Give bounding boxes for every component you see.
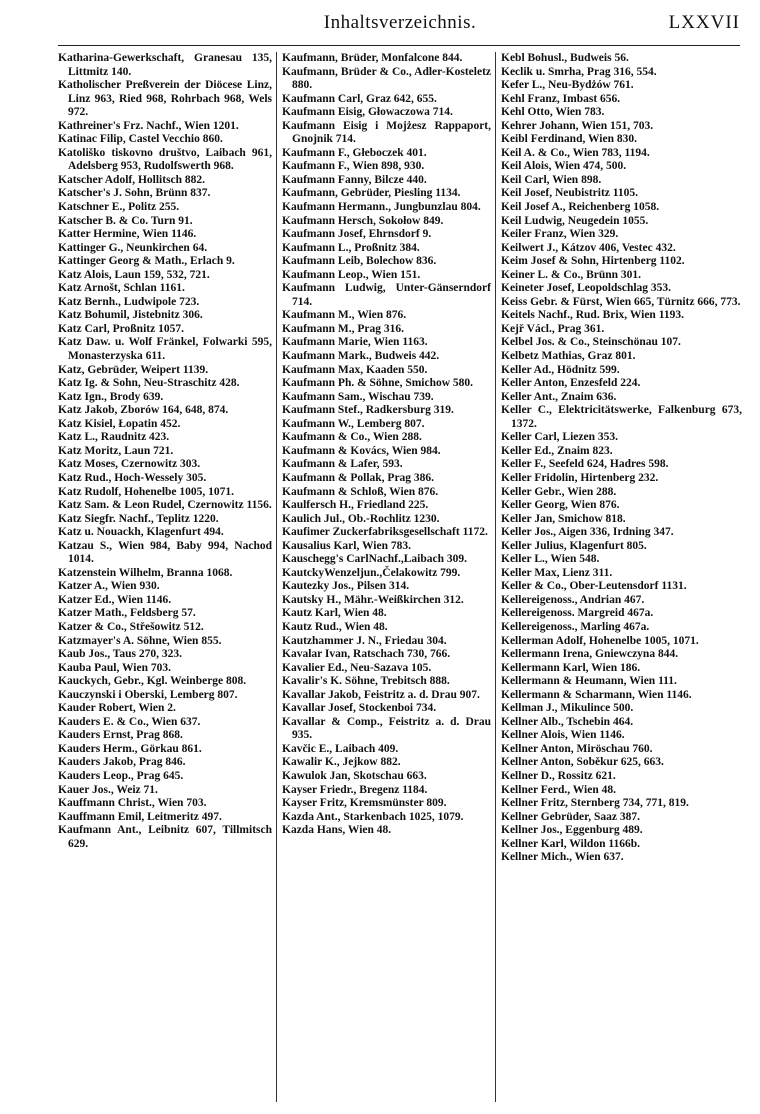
index-entry: Kaufmann Carl, Graz 642, 655. — [282, 92, 437, 105]
index-entry: Katz L., Raudnitz 423. — [58, 431, 170, 444]
index-entry: Keitels Nachf., Rud. Brix, Wien 1193. — [501, 309, 684, 322]
index-entry: Kellermann Irena, Gniewczyna 844. — [501, 648, 679, 661]
index-entry: Kellereigenoss., Andrian 467. — [501, 593, 645, 606]
index-entry: Kaufmann, Brüder & Co., Adler-Kosteletz 880. — [282, 65, 491, 92]
index-entry: Kellerman Adolf, Hohenelbe 1005, 1071. — [501, 634, 699, 647]
index-entry: Kazda Hans, Wien 48. — [282, 824, 392, 837]
index-entry: Kauders Leop., Prag 645. — [58, 769, 184, 782]
index-entry: Kaufmann L., Proßnitz 384. — [282, 241, 420, 254]
index-entry: Kehrer Johann, Wien 151, 703. — [501, 119, 654, 132]
index-entry: Keller Carl, Liezen 353. — [501, 431, 618, 444]
index-entry: Kelbetz Mathias, Graz 801. — [501, 350, 636, 363]
index-entry: Katscher B. & Co. Turn 91. — [58, 214, 193, 227]
index-entry: Kaufmann & Co., Wien 288. — [282, 431, 422, 444]
index-entry: Kellermann Karl, Wien 186. — [501, 661, 641, 674]
index-entry: Kaufmann Eisig i Mojżesz Rappaport, Gnojnik 714. — [282, 119, 491, 146]
index-entry: Kayser Friedr., Bregenz 1184. — [282, 783, 428, 796]
index-entry: Kaufmann Ant., Leibnitz 607, Tillmitsch 629. — [58, 824, 272, 850]
index-entry: Keilwert J., Kátzov 406, Vestec 432. — [501, 241, 676, 254]
index-entry: Kaufmann Leib, Bolechow 836. — [282, 255, 437, 268]
index-entry: Kautz Rud., Wien 48. — [282, 620, 388, 633]
index-entry: Kellner Alb., Tschebin 464. — [501, 715, 634, 728]
index-entry: Kauders Jakob, Prag 846. — [58, 756, 186, 769]
index-entry: Kavčic E., Laibach 409. — [282, 742, 399, 755]
index-entry: Kaufmann Ph. & Söhne, Smichow 580. — [282, 377, 474, 390]
index-entry: Kauders Herm., Görkau 861. — [58, 742, 202, 755]
index-column-2 — [277, 52, 496, 1102]
index-entry: Keil Josef A., Reichenberg 1058. — [501, 201, 660, 214]
index-entry: Keclik u. Smrha, Prag 316, 554. — [501, 65, 657, 78]
index-entry: Keibl Ferdinand, Wien 830. — [501, 133, 638, 146]
index-entry: Katz Carl, Proßnitz 1057. — [58, 322, 184, 335]
index-entry: Katz Moritz, Laun 721. — [58, 444, 174, 457]
index-entry: Kauffmann Christ., Wien 703. — [58, 797, 207, 810]
index-entry: Keiner L. & Co., Brünn 301. — [501, 268, 642, 281]
index-entry: Kaub Jos., Taus 270, 323. — [58, 648, 182, 661]
index-entry: Keller Fridolin, Hirtenberg 232. — [501, 471, 659, 484]
index-entry: Katzer A., Wien 930. — [58, 580, 160, 593]
header-rule — [58, 45, 740, 46]
index-entry: Keil Josef, Neubistritz 1105. — [501, 187, 639, 200]
index-entry: Kauders E. & Co., Wien 637. — [58, 715, 201, 728]
index-entry: Kellermann & Heumann, Wien 111. — [501, 675, 677, 688]
index-entry: Keller Ed., Znaim 823. — [501, 444, 613, 457]
index-entry: Katscher Adolf, Hollitsch 882. — [58, 173, 206, 186]
index-entry: Kellner Anton, Miröschau 760. — [501, 742, 653, 755]
index-entry: Kaufmann Sam., Wischau 739. — [282, 390, 434, 403]
index-entry: Kautsky H., Mähr.-Weißkirchen 312. — [282, 593, 464, 606]
index-entry: Keller & Co., Ober-Leutensdorf 1131. — [501, 580, 687, 593]
index-entry: Kavallar Josef, Stockenboi 734. — [282, 702, 437, 715]
index-entry: Kaulich Jul., Ob.-Rochlitz 1230. — [282, 512, 440, 525]
index-entry: Keiss Gebr. & Fürst, Wien 665, Türnitz 666, 773. — [501, 295, 741, 308]
index-entry: Keil A. & Co., Wien 783, 1194. — [501, 146, 650, 159]
index-entry: Katharina-Gewerkschaft, Granesau 135, Littmitz 140. — [58, 52, 272, 78]
index-entry: Kavallar Jakob, Feistritz a. d. Drau 907. — [282, 688, 480, 701]
index-entry: Keller Gebr., Wien 288. — [501, 485, 617, 498]
index-entry: Kauba Paul, Wien 703. — [58, 661, 172, 674]
index-entry: Keil Ludwig, Neugedein 1055. — [501, 214, 649, 227]
index-entry: Katzenstein Wilhelm, Branna 1068. — [58, 566, 233, 579]
index-entry: Kellner D., Rossitz 621. — [501, 769, 616, 782]
index-entry: Kaufmann, Brüder, Monfalcone 844. — [282, 52, 463, 64]
index-entry: Katzer Math., Feldsberg 57. — [58, 607, 196, 620]
index-entry: Keil Alois, Wien 474, 500. — [501, 160, 627, 173]
index-entry: Keller Max, Lienz 311. — [501, 566, 613, 579]
index-entry: Kaufmann F., Wien 898, 930. — [282, 160, 425, 173]
index-entry: Kausalius Karl, Wien 783. — [282, 539, 411, 552]
index-entry: Kazda Ant., Starkenbach 1025, 1079. — [282, 810, 464, 823]
index-entry: Kaufmann Leop., Wien 151. — [282, 268, 421, 281]
index-entry: Kellner Ferd., Wien 48. — [501, 783, 616, 796]
index-entry: Kaufmann Mark., Budweis 442. — [282, 350, 440, 363]
index-entry: Kauschegg's CarlNachf.,Laibach 309. — [282, 553, 467, 566]
page-number: LXXVII — [668, 12, 740, 33]
index-entry: Kellner Anton, Soběkur 625, 663. — [501, 756, 664, 769]
index-entry: Katz Alois, Laun 159, 532, 721. — [58, 268, 210, 281]
index-entry: Kautezky Jos., Pilsen 314. — [282, 580, 410, 593]
index-entry: Kaufmann Marie, Wien 1163. — [282, 336, 428, 349]
index-entry: Kejř Václ., Prag 361. — [501, 322, 605, 335]
index-entry: Katholischer Preßverein der Diöcese Linz, Linz 963, Ried 968, Rohrbach 968, Wels 972. — [58, 79, 272, 119]
index-entry: Keller Georg, Wien 876. — [501, 499, 620, 512]
index-entry: Kaufmann & Lafer, 593. — [282, 458, 403, 471]
index-entry: Kellner Fritz, Sternberg 734, 771, 819. — [501, 797, 689, 810]
index-entry: Katz u. Nouackh, Klagenfurt 494. — [58, 526, 224, 539]
index-entry: KautckyWenzeljun.,Čelakowitz 799. — [282, 566, 461, 579]
index-entry: Kattinger G., Neunkirchen 64. — [58, 241, 208, 254]
index-entry: Katzer Ed., Wien 1146. — [58, 593, 172, 606]
index-column-3 — [496, 52, 742, 1102]
index-entry: Kaufmann W., Lemberg 807. — [282, 417, 425, 430]
index-entry: Keiler Franz, Wien 329. — [501, 228, 619, 241]
index-entry: Kellner Jos., Eggenburg 489. — [501, 824, 643, 837]
index-entry: Kayser Fritz, Kremsmünster 809. — [282, 797, 447, 810]
index-entry: Katz Ig. & Sohn, Neu-Straschitz 428. — [58, 377, 240, 390]
index-entry: Katz Ign., Brody 639. — [58, 390, 164, 403]
index-entry: Kavalier Ed., Neu-Sazava 105. — [282, 661, 432, 674]
index-entry: Kavallar & Comp., Feistritz a. d. Drau 935. — [282, 715, 491, 742]
index-entry: Katz Bernh., Ludwipole 723. — [58, 295, 200, 308]
index-entry: Katoliško tiskovno društvo, Laibach 961, Adelsberg 953, Rudolfswerth 968. — [58, 146, 272, 173]
index-entry: Kautz Karl, Wien 48. — [282, 607, 387, 620]
index-entry: Katz Daw. u. Wolf Fränkel, Folwarki 595, Monasterzyska 611. — [58, 336, 272, 363]
index-entry: Kellman J., Mikulince 500. — [501, 702, 634, 715]
index-entry: Kathreiner's Frz. Nachf., Wien 1201. — [58, 119, 239, 132]
running-title: Inhaltsverzeichnis. — [323, 12, 477, 33]
index-entry: Kaufmann Hermann., Jungbunzlau 804. — [282, 201, 481, 214]
index-entry: Keller Jan, Smichow 818. — [501, 512, 626, 525]
index-entry: Kaufmann Hersch, Sokołow 849. — [282, 214, 444, 227]
index-entry: Katzer & Co., Střešowitz 512. — [58, 620, 204, 633]
index-entry: Keller Jos., Aigen 336, Irdning 347. — [501, 526, 674, 539]
index-entry: Kauders Ernst, Prag 868. — [58, 729, 183, 742]
index-entry: Kellereigenoss. Margreid 467a. — [501, 607, 654, 620]
index-entry: Katz Arnošt, Schlan 1161. — [58, 282, 185, 295]
index-entry: Keineter Josef, Leopoldschlag 353. — [501, 282, 672, 295]
index-entry: Kaufmann F., Głeboczek 401. — [282, 146, 427, 159]
index-entry: Kaufmann Stef., Radkersburg 319. — [282, 404, 454, 417]
index-entry: Keller Ant., Znaim 636. — [501, 390, 617, 403]
index-entry: Katz Kisiel, Łopatin 452. — [58, 417, 181, 430]
index-entry: Kauffmann Emil, Leitmeritz 497. — [58, 810, 222, 823]
index-entry: Keller C., Elektricitätswerke, Falkenburg 673, 1372. — [501, 404, 742, 430]
index-entry: Keller Julius, Klagenfurt 805. — [501, 539, 647, 552]
index-entry: Kellner Alois, Wien 1146. — [501, 729, 625, 742]
index-entry: Kaufmann Ludwig, Unter-Gänserndorf 714. — [282, 282, 491, 308]
index-entry: Kaufmann Fanny, Bilcze 440. — [282, 173, 427, 186]
index-entry: Kattinger Georg & Math., Erlach 9. — [58, 255, 235, 268]
index-entry: Keim Josef & Sohn, Hirtenberg 1102. — [501, 255, 685, 268]
index-entry: Keller F., Seefeld 624, Hadres 598. — [501, 458, 669, 471]
index-entry: Keller L., Wien 548. — [501, 553, 600, 566]
index-entry: Katschner E., Politz 255. — [58, 201, 180, 214]
index-entry: Kawulok Jan, Skotschau 663. — [282, 769, 427, 782]
index-entry: Kehl Franz, Imbast 656. — [501, 92, 621, 105]
index-entry: Kaufmann & Pollak, Prag 386. — [282, 471, 435, 484]
index-entry: Kellereigenoss., Marling 467a. — [501, 620, 650, 633]
index-entry: Katz Jakob, Zborów 164, 648, 874. — [58, 404, 229, 417]
page-header — [60, 12, 740, 42]
index-entry: Keller Ad., Hödnitz 599. — [501, 363, 620, 376]
index-entry: Kautzhammer J. N., Friedau 304. — [282, 634, 447, 647]
index-columns — [58, 52, 742, 1102]
index-entry: Kehl Otto, Wien 783. — [501, 106, 605, 119]
index-entry: Kefer L., Neu-Bydżów 761. — [501, 79, 634, 92]
index-entry: Kelbel Jos. & Co., Steinschönau 107. — [501, 336, 681, 349]
index-entry: Katz Bohumil, Jistebnitz 306. — [58, 309, 203, 322]
index-entry: Katzau S., Wien 984, Baby 994, Nachod 1014. — [58, 539, 272, 566]
index-entry: Katter Hermine, Wien 1146. — [58, 228, 197, 241]
index-entry: Keil Carl, Wien 898. — [501, 173, 602, 186]
index-entry: Kaufimer Zuckerfabriksgesellschaft 1172. — [282, 526, 488, 539]
index-column-1 — [58, 52, 277, 1102]
index-entry: Kaufmann M., Prag 316. — [282, 322, 405, 335]
index-entry: Kavalar Ivan, Ratschach 730, 766. — [282, 648, 451, 661]
index-entry: Kauczynski i Oberski, Lemberg 807. — [58, 688, 238, 701]
index-entry: Katscher's J. Sohn, Brünn 837. — [58, 187, 211, 200]
index-entry: Kaufmann, Gebrüder, Piesling 1134. — [282, 187, 461, 200]
index-entry: Kawalir K., Jejkow 882. — [282, 756, 401, 769]
index-entry: Kauder Robert, Wien 2. — [58, 702, 176, 715]
index-entry: Kaufmann Max, Kaaden 550. — [282, 363, 428, 376]
index-entry: Kaufmann M., Wien 876. — [282, 309, 407, 322]
index-entry: Kebl Bohusl., Budweis 56. — [501, 52, 629, 64]
index-entry: Kellermann & Scharmann, Wien 1146. — [501, 688, 692, 701]
index-entry: Kaulfersch H., Friedland 225. — [282, 499, 429, 512]
index-entry: Kaufmann & Schloß, Wien 876. — [282, 485, 439, 498]
index-entry: Katz Sam. & Leon Rudel, Czernowitz 1156. — [58, 499, 272, 512]
index-entry: Katzmayer's A. Söhne, Wien 855. — [58, 634, 222, 647]
index-entry: Kauer Jos., Weiz 71. — [58, 783, 158, 796]
index-entry: Kaufmann Josef, Ehrnsdorf 9. — [282, 228, 432, 241]
index-entry: Kellner Gebrüder, Saaz 387. — [501, 810, 640, 823]
index-entry: Katz Rudolf, Hohenelbe 1005, 1071. — [58, 485, 235, 498]
index-entry: Katz Siegfr. Nachf., Teplitz 1220. — [58, 512, 219, 525]
index-entry: Katz Rud., Hoch-Wessely 305. — [58, 471, 207, 484]
index-entry: Katz Moses, Czernowitz 303. — [58, 458, 201, 471]
index-entry: Kaufmann & Kovács, Wien 984. — [282, 444, 441, 457]
index-entry: Kavalir's K. Söhne, Trebitsch 888. — [282, 675, 450, 688]
index-entry: Katinac Filip, Castel Vecchio 860. — [58, 133, 223, 146]
index-entry: Kauckych, Gebr., Kgl. Weinberge 808. — [58, 675, 247, 688]
index-entry: Kellner Mich., Wien 637. — [501, 851, 624, 864]
index-entry: Kellner Karl, Wildon 1166b. — [501, 837, 640, 850]
index-entry: Keller Anton, Enzesfeld 224. — [501, 377, 641, 390]
index-entry: Katz, Gebrüder, Weipert 1139. — [58, 363, 209, 376]
index-entry: Kaufmann Eisig, Głowaczowa 714. — [282, 106, 453, 119]
